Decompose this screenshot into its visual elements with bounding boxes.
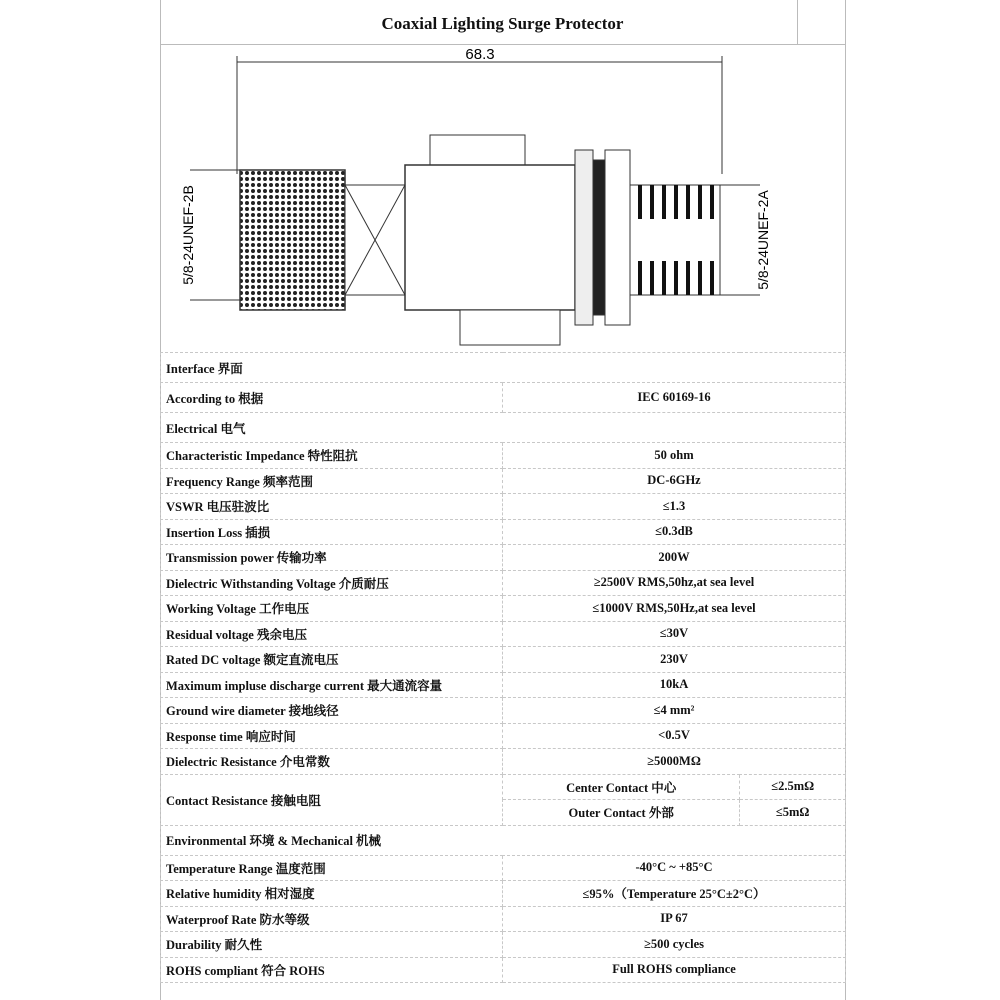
dimension-label: 68.3 — [465, 46, 495, 63]
section-environmental: Environmental 环境 & Mechanical 机械 — [161, 825, 846, 855]
spec-label: Rated DC voltage 额定直流电压 — [161, 647, 503, 673]
center-contact-label: Center Contact 中心 — [503, 774, 740, 800]
table-row — [161, 906, 846, 932]
spec-value: <0.5V — [503, 723, 846, 749]
left-thread-label: 5/8-24UNEF-2B — [180, 185, 196, 285]
spec-value: ≥5000MΩ — [503, 749, 846, 775]
spec-label: Frequency Range 频率范围 — [161, 468, 503, 494]
connector-drawing — [160, 44, 845, 349]
table-row — [161, 570, 846, 596]
page-title: Coaxial Lighting Surge Protector — [381, 14, 624, 33]
spec-value: DC-6GHz — [503, 468, 846, 494]
section-interface: Interface 界面 — [161, 353, 846, 383]
spec-value: ≤1000V RMS,50Hz,at sea level — [503, 596, 846, 622]
right-thread-label: 5/8-24UNEF-2A — [755, 190, 771, 290]
spec-label: Contact Resistance 接触电阻 — [161, 774, 503, 825]
center-contact-value: ≤2.5mΩ — [740, 774, 846, 800]
spec-label: Dielectric Withstanding Voltage 介质耐压 — [161, 570, 503, 596]
outer-contact-value: ≤5mΩ — [740, 800, 846, 826]
body — [405, 165, 575, 310]
spec-label: Transmission power 传输功率 — [161, 545, 503, 571]
spec-label: Characteristic Impedance 特性阻抗 — [161, 443, 503, 469]
table-row — [161, 723, 846, 749]
table-row — [161, 519, 846, 545]
spec-value: Full ROHS compliance — [503, 957, 846, 983]
contact-resistance-row — [161, 774, 846, 800]
knurled-nut — [240, 170, 345, 310]
spec-label: Durability 耐久性 — [161, 932, 503, 958]
table-row — [161, 855, 846, 881]
ground-tab — [460, 310, 560, 345]
table-row — [161, 881, 846, 907]
table-row — [161, 932, 846, 958]
table-row — [161, 468, 846, 494]
spec-value: IP 67 — [503, 906, 846, 932]
spec-value: ≤30V — [503, 621, 846, 647]
spec-label: VSWR 电压驻波比 — [161, 494, 503, 520]
table-row — [161, 647, 846, 673]
table-row — [161, 596, 846, 622]
spec-label: Response time 响应时间 — [161, 723, 503, 749]
table-row — [161, 672, 846, 698]
spec-label: Waterproof Rate 防水等级 — [161, 906, 503, 932]
spec-label: Temperature Range 温度范围 — [161, 855, 503, 881]
table-row — [161, 621, 846, 647]
spec-label: Relative humidity 相对湿度 — [161, 881, 503, 907]
spec-label: Working Voltage 工作电压 — [161, 596, 503, 622]
spec-value: ≥2500V RMS,50hz,at sea level — [503, 570, 846, 596]
spec-value: ≤1.3 — [503, 494, 846, 520]
table-row: According to 根据 IEC 60169-16 — [161, 383, 846, 413]
spec-value: 50 ohm — [503, 443, 846, 469]
spec-value: ≤4 mm² — [503, 698, 846, 724]
spec-value: 200W — [503, 545, 846, 571]
spec-label: Dielectric Resistance 介电常数 — [161, 749, 503, 775]
spec-label: ROHS compliant 符合 ROHS — [161, 957, 503, 983]
top-tab — [430, 135, 525, 165]
spec-value: -40°C ~ +85°C — [503, 855, 846, 881]
table-row — [161, 443, 846, 469]
spec-value: ≤95%（Temperature 25°C±2°C） — [503, 881, 846, 907]
table-row — [161, 957, 846, 983]
table-row — [161, 749, 846, 775]
table-row — [161, 545, 846, 571]
spec-value: ≥500 cycles — [503, 932, 846, 958]
table-row — [161, 494, 846, 520]
spec-label: Maximum impluse discharge current 最大通流容量 — [161, 672, 503, 698]
spec-label: Insertion Loss 插损 — [161, 519, 503, 545]
outer-contact-label: Outer Contact 外部 — [503, 800, 740, 826]
table-row — [161, 698, 846, 724]
spec-table — [160, 352, 846, 983]
spec-value: 10kA — [503, 672, 846, 698]
spec-label: Residual voltage 残余电压 — [161, 621, 503, 647]
spec-value: 230V — [503, 647, 846, 673]
spec-label: Ground wire diameter 接地线径 — [161, 698, 503, 724]
spec-value: ≤0.3dB — [503, 519, 846, 545]
section-electrical: Electrical 电气 — [161, 413, 846, 443]
